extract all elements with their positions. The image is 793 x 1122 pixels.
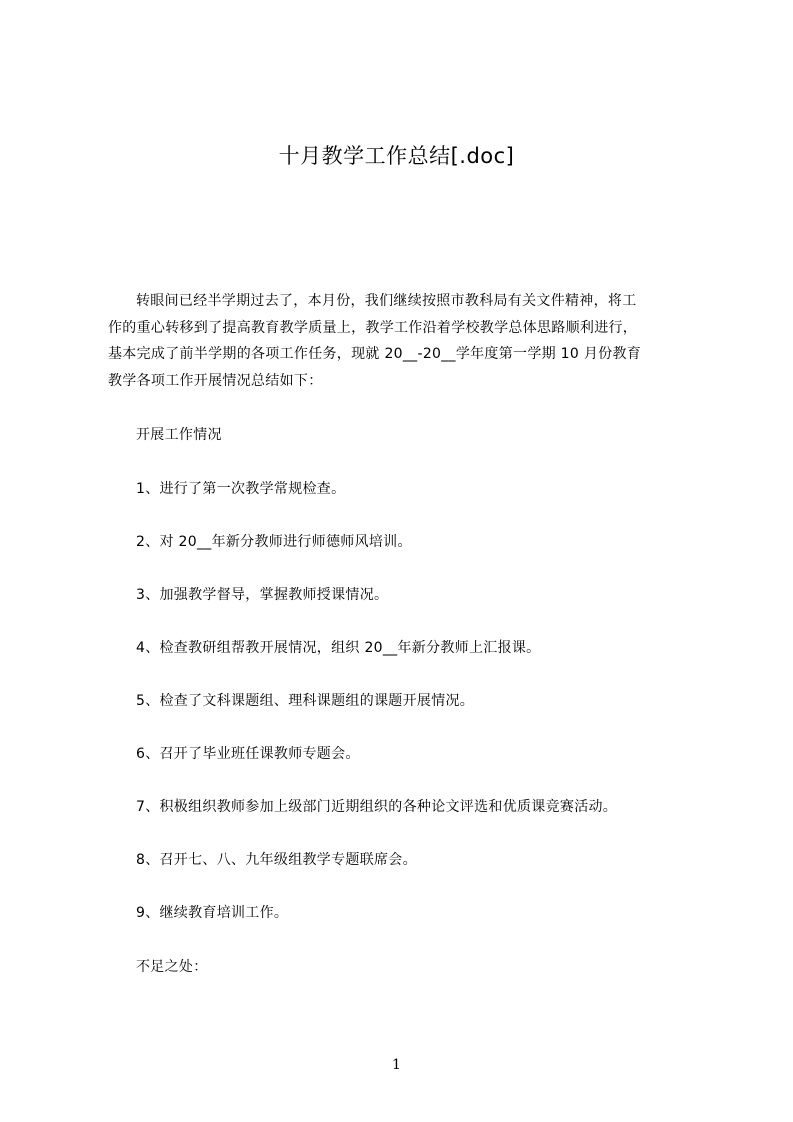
list-item: 6、召开了毕业班任课教师专题会。 [136, 746, 360, 762]
list-item: 3、加强教学督导，掌握教师授课情况。 [136, 587, 389, 603]
intro-line: 转眼间已经半学期过去了，本月份，我们继续按照市教科局有关文件精神，将工 [136, 293, 637, 309]
document-title: 十月教学工作总结[.doc] [278, 144, 515, 168]
intro-paragraph [108, 288, 700, 394]
list-item: 8、召开七、八、九年级组教学专题联席会。 [136, 852, 417, 868]
page-number: 1 [392, 1057, 401, 1073]
intro-line: 作的重心转移到了提高教育教学质量上，教学工作沿着学校教学总体思路顺利进行， [108, 319, 638, 336]
section-heading: 开展工作情况 [136, 427, 222, 443]
list-item: 4、检查教研组帮教开展情况，组织 20__年新分教师上汇报课。 [136, 640, 541, 656]
list-item: 7、积极组织教师参加上级部门近期组织的各种论文评选和优质课竞赛活动。 [136, 799, 618, 815]
list-item: 2、对 20__年新分教师进行师德师风培训。 [136, 534, 412, 550]
closing-heading: 不足之处： [136, 959, 208, 975]
intro-line: 教学各项工作开展情况总结如下： [108, 372, 323, 389]
list-item: 1、进行了第一次教学常规检查。 [136, 481, 346, 497]
list-item: 5、检查了文科课题组、理科课题组的课题开展情况。 [136, 693, 475, 709]
intro-line: 基本完成了前半学期的各项工作任务，现就 20__-20__学年度第一学期 10 月份教育 [108, 346, 642, 362]
list-item: 9、继续教育培训工作。 [136, 905, 289, 921]
